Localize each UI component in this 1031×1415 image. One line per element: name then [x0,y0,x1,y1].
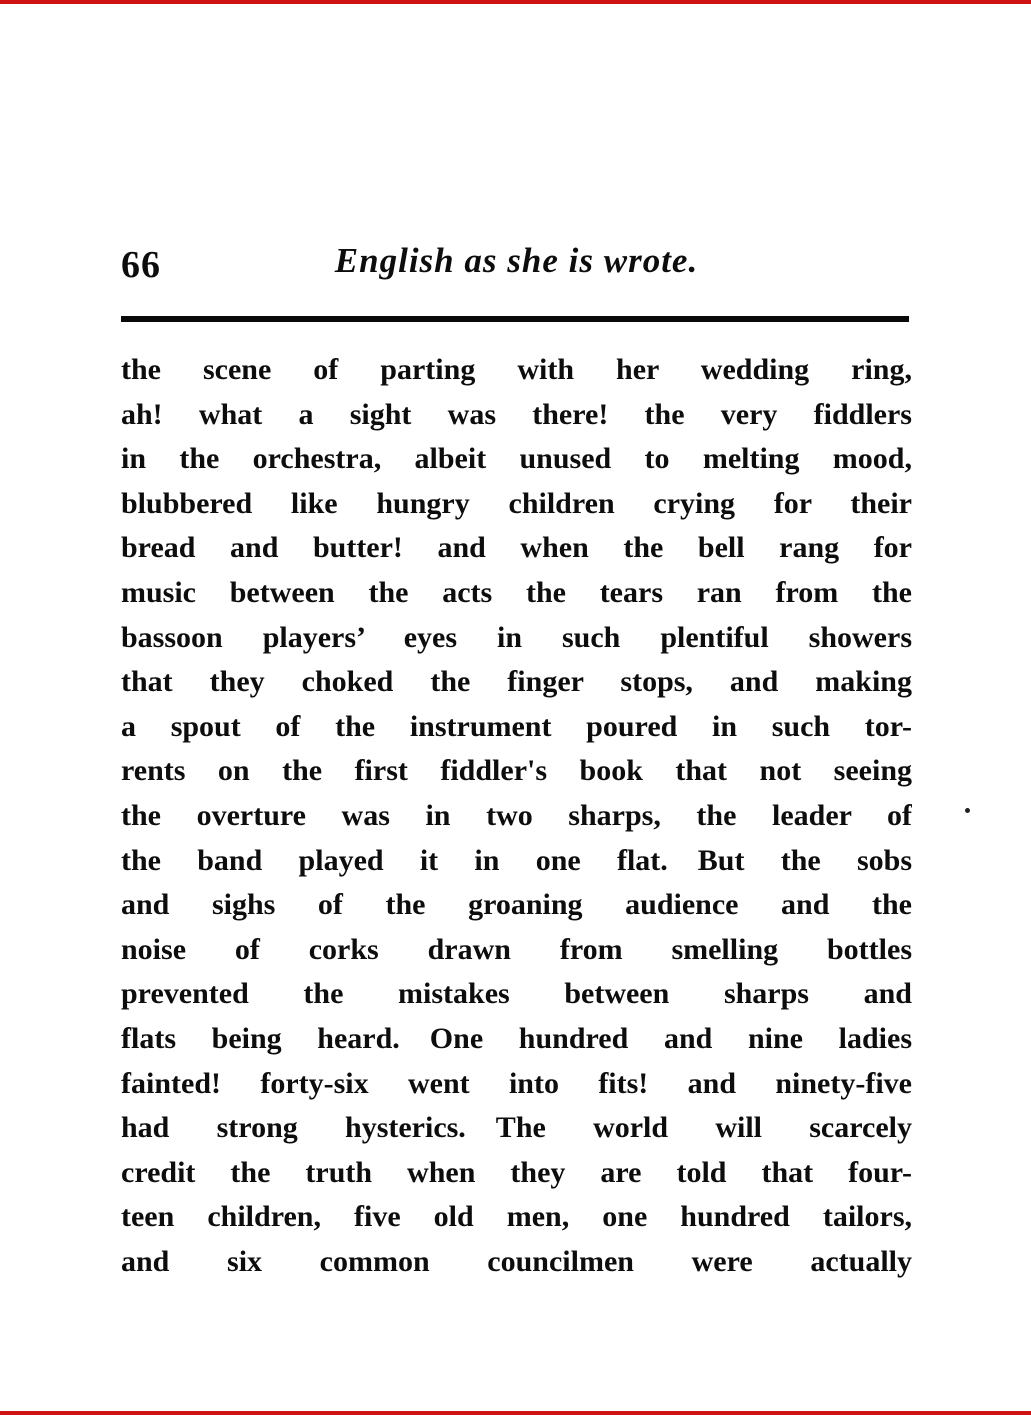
page-content [121,0,912,1415]
text-line: and sighs of the groaning audience and the [121,888,912,922]
text-line: credit the truth when they are told that four- [121,1155,912,1189]
text-line: bread and butter! and when the bell rang for [121,531,912,565]
text-line: music between the acts the tears ran from the [121,575,912,609]
text-line: fainted! forty-six went into fits! and ninety-five [121,1066,912,1100]
text-line: the overture was in two sharps, the leader of [121,798,912,832]
header-rule [121,316,909,322]
body-text [121,348,912,1284]
text-line: a spout of the instrument poured in such tor- [121,709,912,743]
running-head [121,241,912,291]
text-line: bassoon players’ eyes in such plentiful showers [121,620,912,654]
text-line: prevented the mistakes between sharps and [121,977,912,1011]
running-head-title: English as she is wrote. [334,241,699,280]
text-line: ah! what a sight was there! the very fiddlers [121,397,912,431]
text-line: teen children, five old men, one hundred tailors, [121,1200,912,1234]
text-line: blubbered like hungry children crying for their [121,486,912,520]
text-line: and six common councilmen were actually [121,1244,912,1278]
text-line: the band played it in one flat. But the sobs [121,843,912,877]
margin-speck [965,808,970,813]
text-line: had strong hysterics. The world will scarcely [121,1111,912,1145]
page-number: 66 [121,244,161,286]
text-line: in the orchestra, albeit unused to melting mood, [121,442,912,476]
text-line: flats being heard. One hundred and nine ladies [121,1021,912,1055]
text-line: noise of corks drawn from smelling bottles [121,932,912,966]
text-line: rents on the first fiddler's book that not seeing [121,754,912,788]
text-line: the scene of parting with her wedding ring, [121,353,912,386]
text-line: that they choked the finger stops, and making [121,665,912,699]
